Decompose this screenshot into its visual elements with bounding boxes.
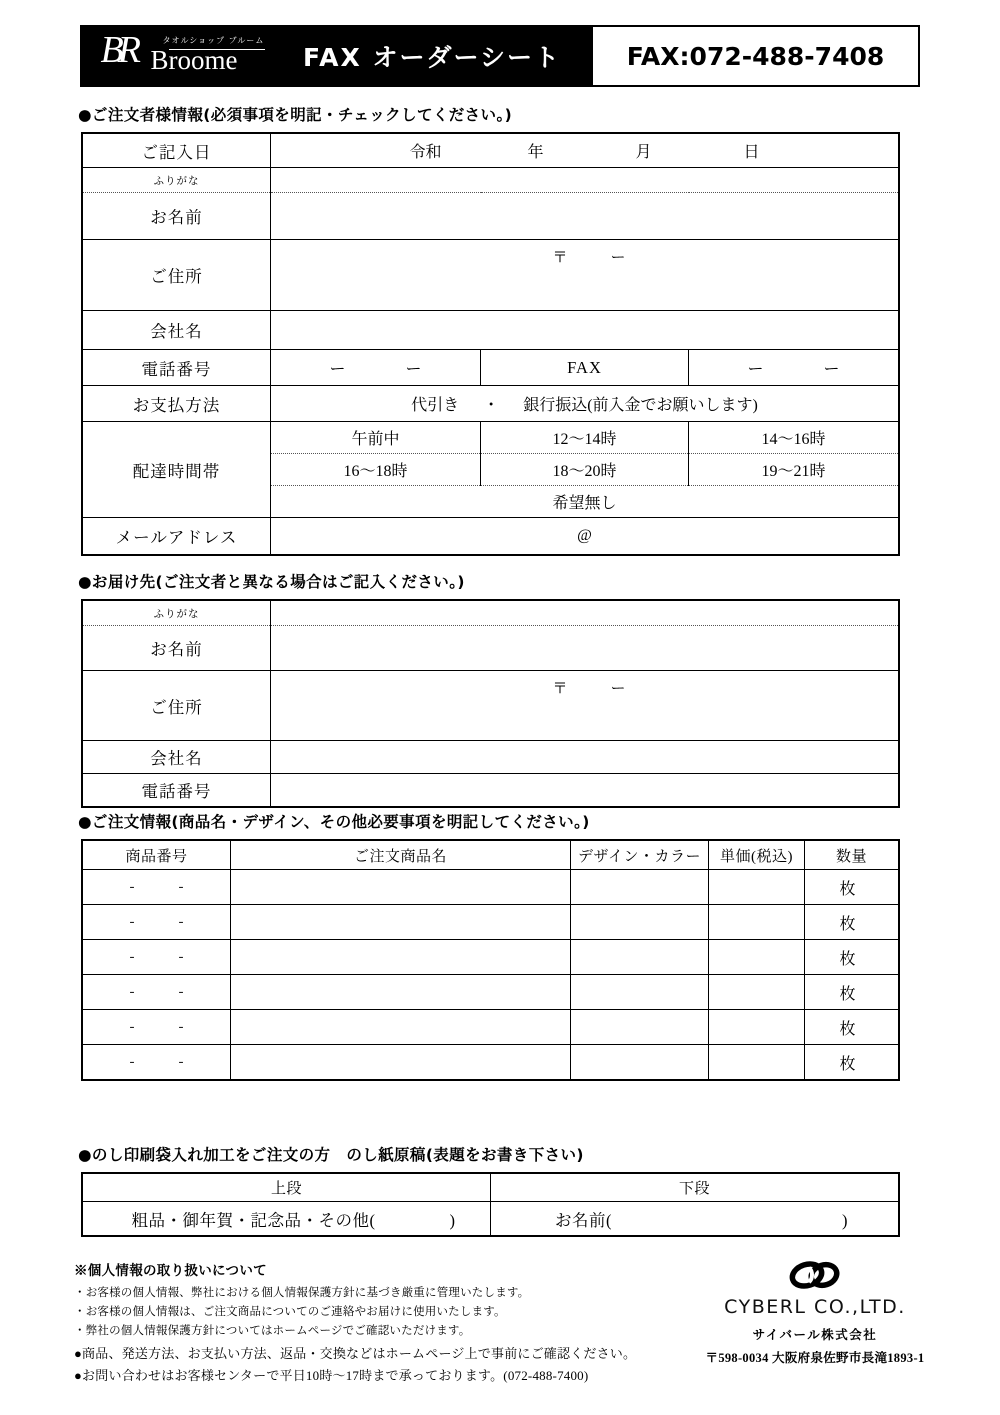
page-header xyxy=(80,25,920,87)
broome-logo xyxy=(80,25,285,87)
noshi-value-row xyxy=(83,1202,899,1236)
field-payment-options[interactable] xyxy=(271,386,899,422)
field-shipto-address[interactable] xyxy=(271,671,899,741)
label-tel: 電話番号 xyxy=(83,350,271,386)
delivery-slot-morning[interactable]: 午前中 xyxy=(271,422,481,454)
column-header-design-color: デザイン・カラー xyxy=(571,841,709,870)
cell-quantity[interactable] xyxy=(805,1010,899,1045)
cell-product-no[interactable] xyxy=(83,870,231,905)
cell-design-color[interactable] xyxy=(571,1010,709,1045)
order-table-header-row xyxy=(83,841,899,870)
label-company: 会社名 xyxy=(83,311,271,350)
order-table-body xyxy=(83,870,899,1080)
noshi-table xyxy=(82,1173,899,1236)
product-no-dash-1: - xyxy=(129,1053,135,1070)
quantity-unit-label: 枚 xyxy=(839,1020,856,1038)
field-furigana[interactable] xyxy=(271,168,899,193)
product-no-dash-2: - xyxy=(178,948,184,965)
field-shipto-company[interactable] xyxy=(271,741,899,774)
delivery-slot-14-16[interactable]: 14〜16時 xyxy=(689,422,899,454)
cell-product-name[interactable] xyxy=(231,1010,571,1045)
product-no-dash-2: - xyxy=(178,1053,184,1070)
header-black-bar xyxy=(80,25,593,87)
delivery-slot-16-18[interactable]: 16〜18時 xyxy=(271,454,481,486)
cell-unit-price[interactable] xyxy=(709,1010,805,1045)
section-heading-order: ●ご注文情報(商品名・デザイン、その他必要事項を明記してください。) xyxy=(78,813,590,831)
quantity-unit-label: 枚 xyxy=(839,915,856,933)
cell-unit-price[interactable] xyxy=(709,905,805,940)
section-heading-shipto: ●お届け先(ご注文者と異なる場合はご記入ください。) xyxy=(78,573,465,591)
field-fax[interactable] xyxy=(689,350,899,386)
privacy-item-1: ・お客様の個人情報、弊社における個人情報保護方針に基づき厳重に管理いたします。 xyxy=(74,1287,530,1299)
table-row xyxy=(83,1045,899,1080)
page-title: FAX オーダーシート xyxy=(302,43,562,72)
label-email: メールアドレス xyxy=(83,518,271,555)
product-no-dash-1: - xyxy=(129,948,135,965)
delivery-slot-18-20[interactable]: 18〜20時 xyxy=(481,454,689,486)
field-name[interactable] xyxy=(271,193,899,240)
tel-dash-1: ー xyxy=(329,361,346,378)
column-header-upper: 上段 xyxy=(83,1174,491,1202)
table-row-name xyxy=(83,193,899,240)
date-era: 令和 xyxy=(409,144,442,161)
cell-quantity[interactable] xyxy=(805,870,899,905)
label-date: ご記入日 xyxy=(83,134,271,168)
label-delivery-time: 配達時間帯 xyxy=(83,422,271,518)
fax-dash-1: ー xyxy=(747,361,764,378)
cell-product-name[interactable] xyxy=(231,975,571,1010)
table-row-address xyxy=(83,240,899,311)
privacy-item-3: ・弊社の個人情報保護方針についてはホームページでご確認いただけます。 xyxy=(74,1325,471,1337)
cell-quantity[interactable] xyxy=(805,1045,899,1080)
section-heading-orderer: ●ご注文者様情報(必須事項を明記・チェックしてください。) xyxy=(78,106,513,124)
quantity-unit-label: 枚 xyxy=(839,1055,856,1073)
cell-product-name[interactable] xyxy=(231,905,571,940)
cell-unit-price[interactable] xyxy=(709,1045,805,1080)
notice-item-2: ●お問い合わせはお客様センターで平日10時〜17時まで承っております。(072-488-7400) xyxy=(74,1368,589,1383)
date-year-unit: 年 xyxy=(527,144,544,161)
order-items-table xyxy=(82,840,899,1080)
delivery-slot-12-14[interactable]: 12〜14時 xyxy=(481,422,689,454)
table-row xyxy=(83,870,899,905)
payment-option-cod[interactable]: 代引き xyxy=(411,397,460,414)
field-shipto-name[interactable] xyxy=(271,626,899,671)
date-day-unit: 日 xyxy=(743,144,760,161)
cell-design-color[interactable] xyxy=(571,905,709,940)
label-shipto-address: ご住所 xyxy=(83,671,271,741)
table-row-shipto-furigana xyxy=(83,601,899,626)
column-header-lower: 下段 xyxy=(491,1174,899,1202)
product-no-dash-2: - xyxy=(178,1018,184,1035)
corporate-footer xyxy=(690,1258,940,1366)
product-no-dash-2: - xyxy=(178,878,184,895)
column-header-unit-price: 単価(税込) xyxy=(709,841,805,870)
table-row-shipto-address xyxy=(83,671,899,741)
table-row-shipto-company xyxy=(83,741,899,774)
column-header-quantity: 数量 xyxy=(805,841,899,870)
shipto-postal-mark-icon: 〒 xyxy=(552,681,569,697)
date-month-unit: 月 xyxy=(635,144,652,161)
field-noshi-lower[interactable] xyxy=(491,1202,899,1236)
label-shipto-company: 会社名 xyxy=(83,741,271,774)
label-shipto-name: お名前 xyxy=(83,626,271,671)
product-no-dash-1: - xyxy=(129,1018,135,1035)
payment-separator: ・ xyxy=(483,397,500,414)
cell-quantity[interactable] xyxy=(805,905,899,940)
table-row xyxy=(83,940,899,975)
field-noshi-upper[interactable] xyxy=(83,1202,491,1236)
cell-design-color[interactable] xyxy=(571,940,709,975)
noshi-lower-label: お名前( xyxy=(555,1210,612,1230)
table-row-email xyxy=(83,518,899,555)
field-address[interactable] xyxy=(271,240,899,311)
label-shipto-furigana: ふりがな xyxy=(83,601,271,626)
cell-unit-price[interactable] xyxy=(709,940,805,975)
label-name: お名前 xyxy=(83,193,271,240)
logo-monogram: BR xyxy=(100,29,135,71)
field-shipto-tel[interactable] xyxy=(271,774,899,807)
company-name-en: CYBERL CO.,LTD. xyxy=(724,1296,906,1318)
table-row-payment xyxy=(83,386,899,422)
field-shipto-furigana[interactable] xyxy=(271,601,899,626)
postal-mark-icon: 〒 xyxy=(552,250,569,266)
cell-design-color[interactable] xyxy=(571,870,709,905)
label-shipto-tel: 電話番号 xyxy=(83,774,271,807)
field-company[interactable] xyxy=(271,311,899,350)
table-row xyxy=(83,905,899,940)
product-no-dash-1: - xyxy=(129,878,135,895)
noshi-upper-close: ) xyxy=(449,1210,456,1230)
tel-dash-2: ー xyxy=(405,361,422,378)
label-address: ご住所 xyxy=(83,240,271,311)
table-row-shipto-tel xyxy=(83,774,899,807)
quantity-unit-label: 枚 xyxy=(839,950,856,968)
table-row-delivery-time xyxy=(83,422,899,454)
cell-product-name[interactable] xyxy=(231,1045,571,1080)
cell-quantity[interactable] xyxy=(805,940,899,975)
cell-product-no[interactable] xyxy=(83,975,231,1010)
cell-design-color[interactable] xyxy=(571,975,709,1010)
column-header-product-no: 商品番号 xyxy=(83,841,231,870)
table-row-company xyxy=(83,311,899,350)
fax-dash-2: ー xyxy=(823,361,840,378)
table-row xyxy=(83,975,899,1010)
logo-kana-text: タオルショップ ブルーム xyxy=(162,36,265,45)
cell-design-color[interactable] xyxy=(571,1045,709,1080)
privacy-item-2: ・お客様の個人情報は、ご注文商品についてのご連絡やお届けに使用いたします。 xyxy=(74,1306,506,1318)
noshi-header-row xyxy=(83,1174,899,1202)
field-tel[interactable] xyxy=(271,350,481,386)
logo-wordmark: Broome xyxy=(150,45,238,75)
noshi-upper-label: 粗品・御年賀・記念品・その他( xyxy=(131,1210,376,1230)
label-payment: お支払方法 xyxy=(83,386,271,422)
postal-dash: ー xyxy=(610,250,627,266)
cell-product-no[interactable] xyxy=(83,940,231,975)
field-email[interactable] xyxy=(271,518,899,555)
section-heading-noshi: ●のし印刷袋入れ加工をご注文の方 のし紙原稿(表題をお書き下さい) xyxy=(78,1146,584,1164)
product-no-dash-2: - xyxy=(178,983,184,1000)
cell-product-no[interactable] xyxy=(83,1010,231,1045)
table-row xyxy=(83,1010,899,1045)
header-fax-number: FAX:072-488-7408 xyxy=(593,25,920,87)
product-no-dash-1: - xyxy=(129,913,135,930)
cyberl-logo-icon xyxy=(690,1258,940,1292)
company-name-jp: サイバール株式会社 xyxy=(752,1328,878,1342)
email-at-symbol: @ xyxy=(577,527,592,544)
table-row-furigana xyxy=(83,168,899,193)
cell-product-no[interactable] xyxy=(83,1045,231,1080)
cell-unit-price[interactable] xyxy=(709,870,805,905)
field-date[interactable] xyxy=(271,134,899,168)
table-row-date xyxy=(83,134,899,168)
quantity-unit-label: 枚 xyxy=(839,985,856,1003)
shipto-postal-dash: ー xyxy=(610,681,627,697)
payment-option-transfer[interactable]: 銀行振込(前入金でお願いします) xyxy=(523,397,758,414)
privacy-title: ※個人情報の取り扱いについて xyxy=(74,1263,267,1278)
cell-quantity[interactable] xyxy=(805,975,899,1010)
product-no-dash-2: - xyxy=(178,913,184,930)
notice-item-1: ●商品、発送方法、お支払い方法、返品・交換などはホームページ上で事前にご確認ください。 xyxy=(74,1346,637,1361)
noshi-lower-close: ) xyxy=(842,1210,848,1230)
cell-product-name[interactable] xyxy=(231,870,571,905)
cell-product-no[interactable] xyxy=(83,905,231,940)
cell-unit-price[interactable] xyxy=(709,975,805,1010)
quantity-unit-label: 枚 xyxy=(839,880,856,898)
product-no-dash-1: - xyxy=(129,983,135,1000)
label-furigana: ふりがな xyxy=(83,168,271,193)
column-header-product-name: ご注文商品名 xyxy=(231,841,571,870)
delivery-slot-none[interactable]: 希望無し xyxy=(271,486,899,518)
table-row-shipto-name xyxy=(83,626,899,671)
cell-product-name[interactable] xyxy=(231,940,571,975)
table-row-tel xyxy=(83,350,899,386)
shipto-info-table xyxy=(82,600,899,807)
company-address: 〒598-0034 大阪府泉佐野市長滝1893-1 xyxy=(705,1351,925,1365)
label-fax: FAX xyxy=(481,350,689,386)
delivery-slot-19-21[interactable]: 19〜21時 xyxy=(689,454,899,486)
orderer-info-table xyxy=(82,133,899,555)
